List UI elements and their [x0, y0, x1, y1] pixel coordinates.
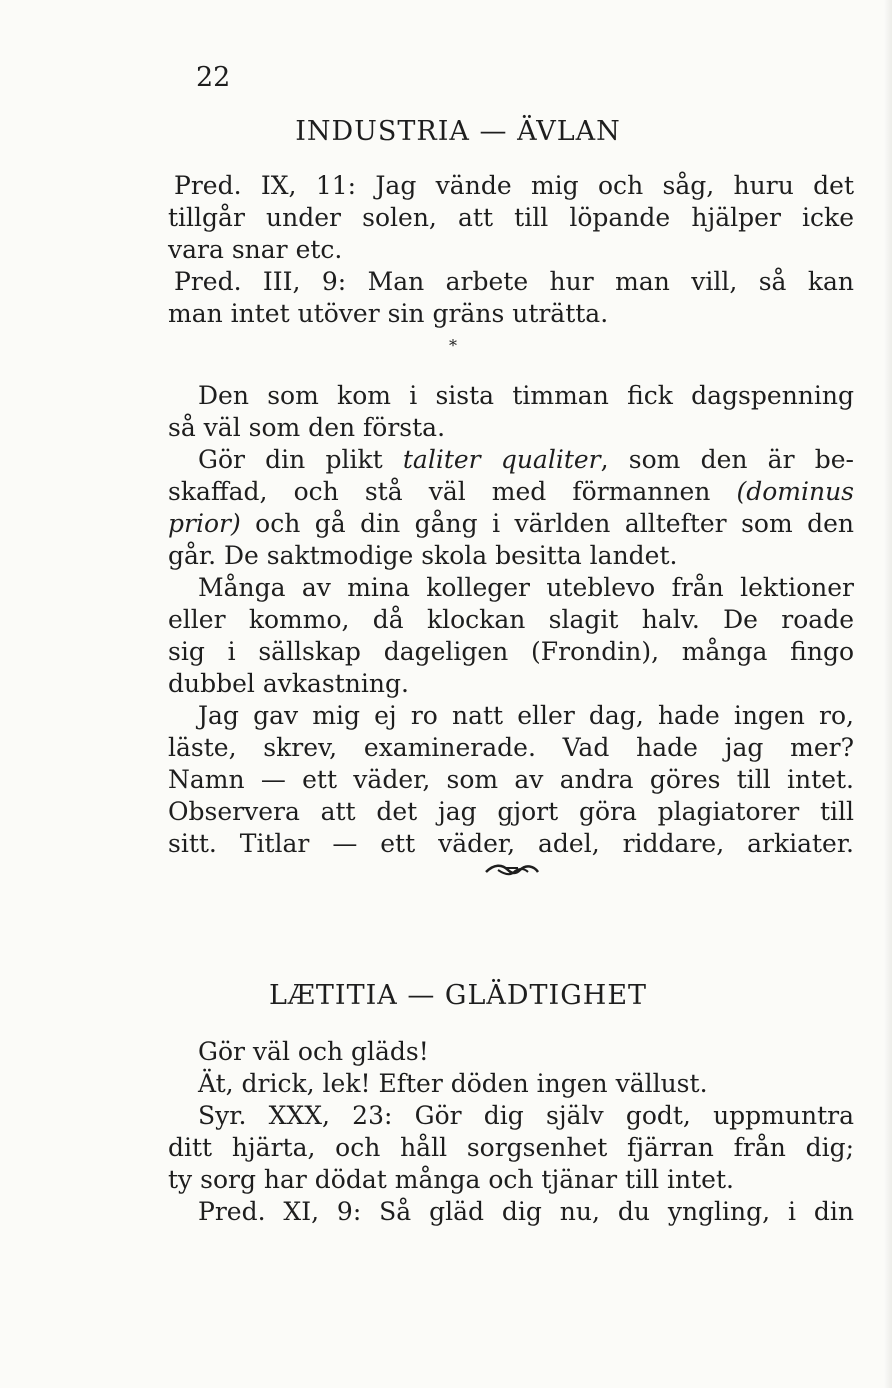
text-line-part: Gör din plikt [198, 445, 403, 474]
text-line: sig i sällskap dageligen (Frondin), många fingo [168, 637, 854, 666]
text-line [168, 508, 854, 540]
italic-latin: prior) [168, 509, 241, 538]
page-number: 22 [196, 62, 231, 93]
text-line: läste, skrev, examinerade. Vad hade jag mer? [168, 733, 854, 762]
text-line: Gör väl och gläds! [198, 1037, 429, 1066]
text-line: Syr. XXX, 23: Gör dig själv godt, uppmuntra [198, 1101, 854, 1130]
text-block-2 [168, 380, 854, 860]
text-line: går. De saktmodige skola besitta landet. [168, 541, 678, 570]
text-line-part: , som den är be- [600, 445, 854, 474]
text-line: Den som kom i sista timman fick dagspenning [198, 381, 854, 410]
italic-latin: taliter qualiter [402, 445, 601, 474]
asterisk-separator: * [449, 336, 457, 355]
text-line: man intet utöver sin gräns uträtta. [168, 299, 609, 328]
ornament-flourish-icon [484, 860, 540, 882]
text-line: Observera att det jag gjort göra plagiatorer till [168, 797, 854, 826]
section-heading-laetitia: LÆTITIA — GLÄDTIGHET [268, 980, 648, 1011]
text-line: dubbel avkastning. [168, 669, 409, 698]
text-line [168, 476, 854, 508]
italic-latin: (dominus [736, 477, 854, 506]
text-line-part: och gå din gång i världen alltefter som den [240, 509, 854, 538]
text-block-1 [168, 170, 854, 330]
text-line-part: skaffad, och stå väl med förmannen [168, 477, 737, 506]
section-heading-industria: INDUSTRIA — ÄVLAN [295, 116, 621, 147]
text-line: så väl som den första. [168, 413, 446, 442]
text-line: Många av mina kolleger uteblevo från lektioner [198, 573, 854, 602]
text-line: Pred. XI, 9: Så gläd dig nu, du yngling, i din [198, 1197, 854, 1226]
text-line: sitt. Titlar — ett väder, adel, riddare, arkiater. [168, 829, 854, 858]
text-line: vara snar etc. [168, 235, 343, 264]
text-line: ditt hjärta, och håll sorgsenhet fjärran från dig; [168, 1133, 854, 1162]
text-line: ty sorg har dödat många och tjänar till intet. [168, 1165, 734, 1194]
text-block-3 [168, 1036, 854, 1228]
text-line: tillgår under solen, att till löpande hjälper icke [168, 203, 854, 232]
text-line: eller kommo, då klockan slagit halv. De roade [168, 605, 854, 634]
text-line: Pred. III, 9: Man arbete hur man vill, så kan [174, 267, 854, 296]
page-edge-shadow [884, 0, 892, 1388]
text-line [168, 444, 854, 476]
text-line: Pred. IX, 11: Jag vände mig och såg, huru det [174, 171, 854, 200]
text-line: Jag gav mig ej ro natt eller dag, hade ingen ro, [198, 701, 854, 730]
text-line: Namn — ett väder, som av andra göres till intet. [168, 765, 854, 794]
text-line: Ät, drick, lek! Efter döden ingen vällust. [198, 1069, 708, 1098]
